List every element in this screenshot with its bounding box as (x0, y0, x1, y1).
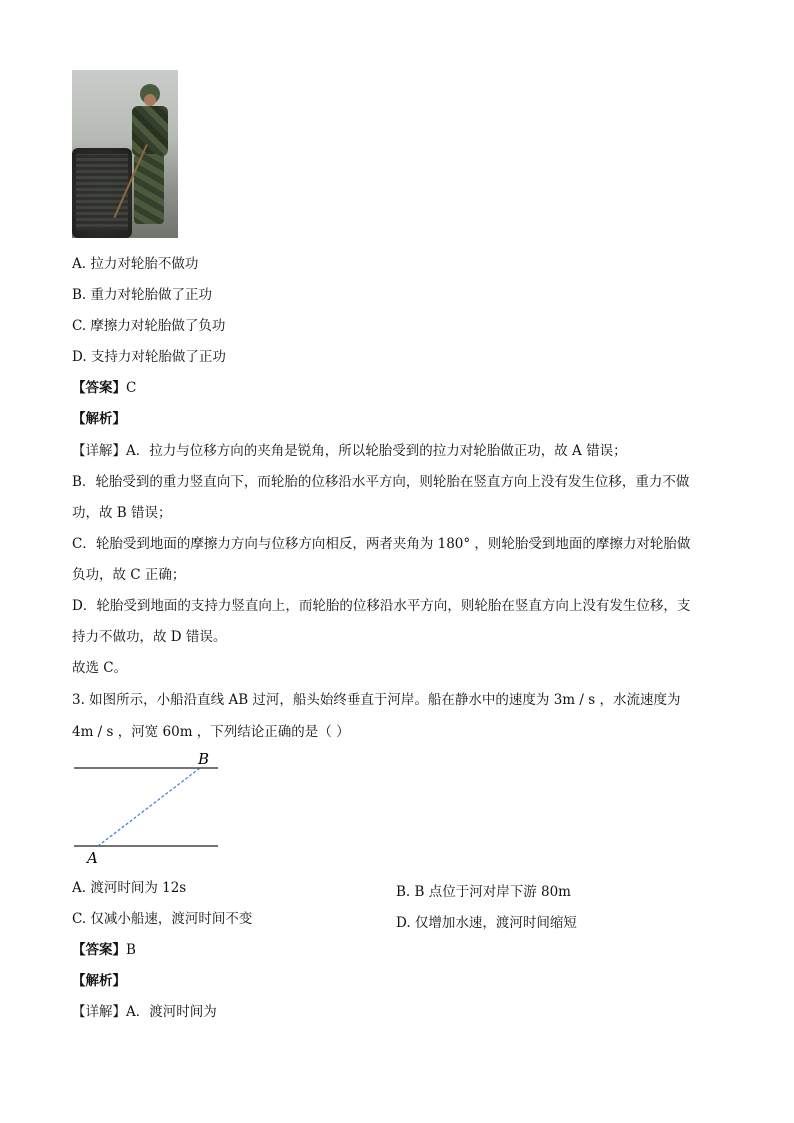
q2-option-b: B. 重力对轮胎做了正功 (72, 287, 213, 303)
q3-option-c: C. 仅减小船速，渡河时间不变 (72, 911, 253, 927)
point-b-label: B (198, 752, 210, 768)
q2-detail-line: C．轮胎受到地面的摩擦力方向与位移方向相反，两者夹角为 180° ，则轮胎受到地面的摩擦力对轮胎做 (72, 536, 691, 552)
q3-answer (72, 942, 136, 960)
q2-answer-value: C (126, 380, 137, 396)
q2-answer-label: 【答案】 (72, 380, 126, 396)
q2-analysis-label: 【解析】 (72, 411, 126, 427)
river-crossing-diagram (70, 752, 230, 868)
q3-detail-start: 【详解】A．渡河时间为 (72, 1004, 217, 1020)
soldier-pulling-tire-photo (72, 70, 178, 238)
q3-option-a: A. 渡河时间为 12s (72, 880, 187, 896)
q2-detail-line: 功，故 B 错误； (72, 505, 172, 521)
q3-stem-line: 4m / s ，河宽 60m ，下列结论正确的是（ ） (72, 724, 350, 740)
q2-answer (72, 380, 136, 398)
q2-option-c: C. 摩擦力对轮胎做了负功 (72, 318, 226, 334)
q2-detail-line: D．轮胎受到地面的支持力竖直向上，而轮胎的位移沿水平方向，则轮胎在竖直方向上没有发生位移，支 (72, 598, 691, 614)
torso (132, 106, 168, 156)
q2-option-d: D. 支持力对轮胎做了正功 (72, 349, 226, 365)
q3-stem-line: 3. 如图所示，小船沿直线 AB 过河，船头始终垂直于河岸。船在静水中的速度为 3m / s ，水流速度为 (72, 692, 681, 708)
q3-option-b: B. B 点位于河对岸下游 80m (396, 884, 571, 900)
soldier-figure (122, 84, 172, 234)
point-a-label: A (87, 849, 98, 867)
q2-option-a: A. 拉力对轮胎不做功 (72, 256, 199, 272)
q3-analysis-label: 【解析】 (72, 973, 126, 989)
q3-answer-value: B (126, 942, 136, 958)
q3-option-d: D. 仅增加水速，渡河时间缩短 (396, 915, 577, 931)
tire-tread (76, 154, 128, 230)
q2-detail-line: 故选 C。 (72, 660, 128, 676)
q3-answer-label: 【答案】 (72, 942, 126, 958)
q2-detail-line: B．轮胎受到的重力竖直向下，而轮胎的位移沿水平方向，则轮胎在竖直方向上没有发生位移，重力不做 (72, 474, 690, 490)
q2-detail-line: 持力不做功，故 D 错误。 (72, 629, 227, 645)
q2-detail-line: 【详解】A．拉力与位移方向的夹角是锐角，所以轮胎受到的拉力对轮胎做正功，故 A 错误； (72, 443, 627, 459)
path-ab-dashed-line (98, 768, 200, 846)
face (144, 94, 156, 106)
q2-detail-line: 负功，故 C 正确； (72, 567, 186, 583)
